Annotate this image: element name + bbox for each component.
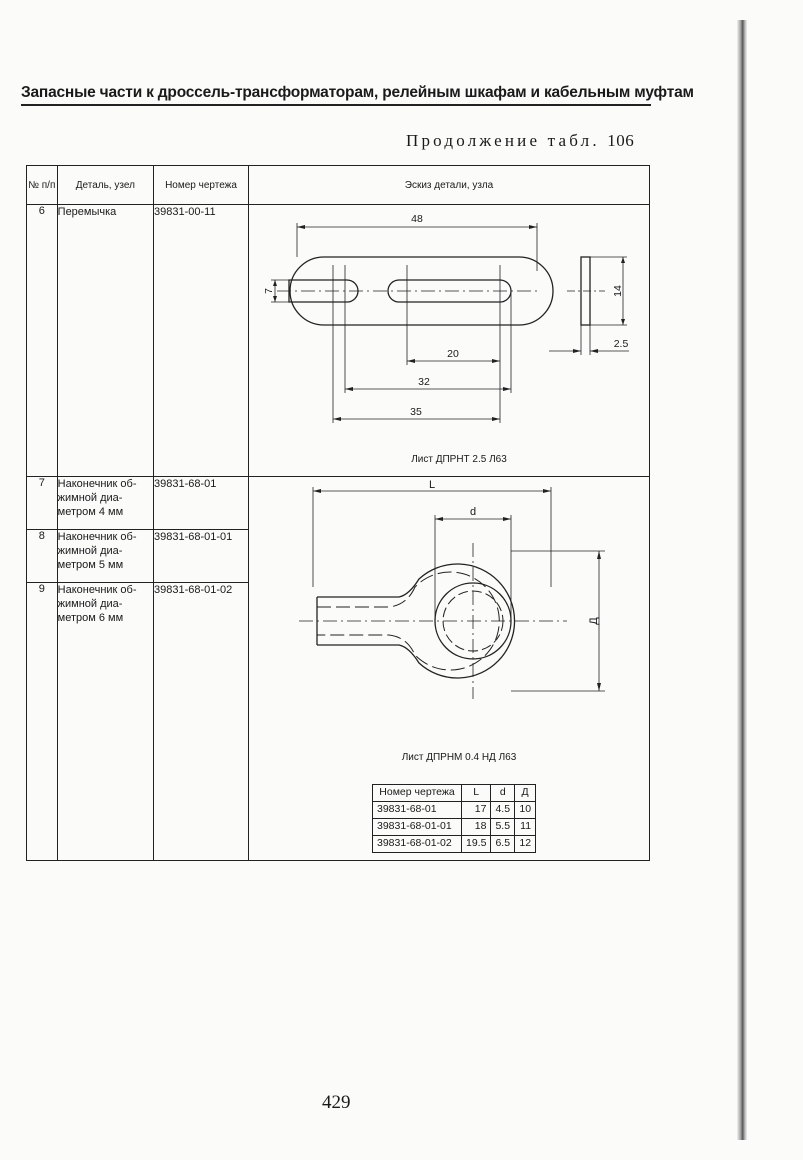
table-row xyxy=(373,819,536,836)
row-drawing: 39831-68-01 xyxy=(154,477,249,530)
col-header-drawing: Номер чертежа xyxy=(154,166,249,205)
jumper-sketch-cell xyxy=(249,205,650,477)
page-binding-edge xyxy=(737,20,747,1140)
table-header-row xyxy=(27,166,650,205)
dims-cell: 18 xyxy=(462,819,491,836)
header-rule xyxy=(21,104,651,106)
lug-material: Лист ДПРНМ 0.4 НД Л63 xyxy=(401,752,517,763)
row-drawing: 39831-68-01-01 xyxy=(154,530,249,583)
dim-48: 48 xyxy=(411,213,423,225)
dims-header-D: Д xyxy=(515,785,536,802)
row-part: Наконечник об- жимной диа- метром 4 мм xyxy=(57,477,153,530)
row-num: 6 xyxy=(27,205,58,477)
dims-header-row xyxy=(373,785,536,802)
crimp-lug-drawing xyxy=(249,477,649,767)
row-part: Наконечник об- жимной диа- метром 5 мм xyxy=(57,530,153,583)
dims-cell: 5.5 xyxy=(491,819,515,836)
dims-header-L: L xyxy=(462,785,491,802)
table-number: 106 xyxy=(607,131,635,150)
jumper-drawing xyxy=(249,205,649,473)
dims-cell: 10 xyxy=(515,802,536,819)
jumper-material: Лист ДПРНТ 2.5 Л63 xyxy=(411,454,507,465)
dim-32: 32 xyxy=(418,376,430,388)
dims-header-d: d xyxy=(491,785,515,802)
table-row xyxy=(373,802,536,819)
dim-20: 20 xyxy=(447,348,459,360)
dim-14: 14 xyxy=(612,285,624,297)
dims-header-drawing: Номер чертежа xyxy=(373,785,462,802)
parts-table xyxy=(26,165,650,861)
dims-cell: 39831-68-01-01 xyxy=(373,819,462,836)
lug-dims-table-wrap xyxy=(372,784,536,853)
col-header-num: № п/п xyxy=(27,166,58,205)
table-continuation-caption xyxy=(406,131,634,151)
row-num: 8 xyxy=(27,530,58,583)
dims-cell: 4.5 xyxy=(491,802,515,819)
dim-D: Д xyxy=(588,617,600,625)
running-header: Запасные части к дроссель-трансформаторам, релейным шкафам и кабельным муфтам xyxy=(21,84,694,101)
lug-outline xyxy=(317,564,515,678)
dim-L: L xyxy=(428,479,436,491)
dims-cell: 6.5 xyxy=(491,836,515,853)
col-header-part: Деталь, узел xyxy=(57,166,153,205)
table-row xyxy=(373,836,536,853)
dim-d: d xyxy=(469,506,477,518)
row-part: Перемычка xyxy=(57,205,153,477)
table-row xyxy=(27,477,650,530)
row-num: 9 xyxy=(27,583,58,861)
dims-cell: 39831-68-01-02 xyxy=(373,836,462,853)
lug-dims-table xyxy=(372,784,536,853)
row-drawing: 39831-68-01-02 xyxy=(154,583,249,861)
dim-35: 35 xyxy=(410,406,422,418)
row-num: 7 xyxy=(27,477,58,530)
col-header-sketch: Эскиз детали, узла xyxy=(249,166,650,205)
dims-cell: 17 xyxy=(462,802,491,819)
jumper-left-slot xyxy=(289,280,358,302)
row-drawing: 39831-00-11 xyxy=(154,205,249,477)
page-number: 429 xyxy=(322,1092,351,1113)
dims-cell: 12 xyxy=(515,836,536,853)
dim-7: 7 xyxy=(263,288,275,294)
dims-cell: 11 xyxy=(515,819,536,836)
dim-2-5: 2.5 xyxy=(613,338,629,350)
dims-cell: 19.5 xyxy=(462,836,491,853)
continuation-label: Продолжение табл. xyxy=(406,131,600,150)
lug-sketch-cell xyxy=(249,477,650,861)
dims-cell: 39831-68-01 xyxy=(373,802,462,819)
table-row xyxy=(27,205,650,477)
row-part: Наконечник об- жимной диа- метром 6 мм xyxy=(57,583,153,861)
